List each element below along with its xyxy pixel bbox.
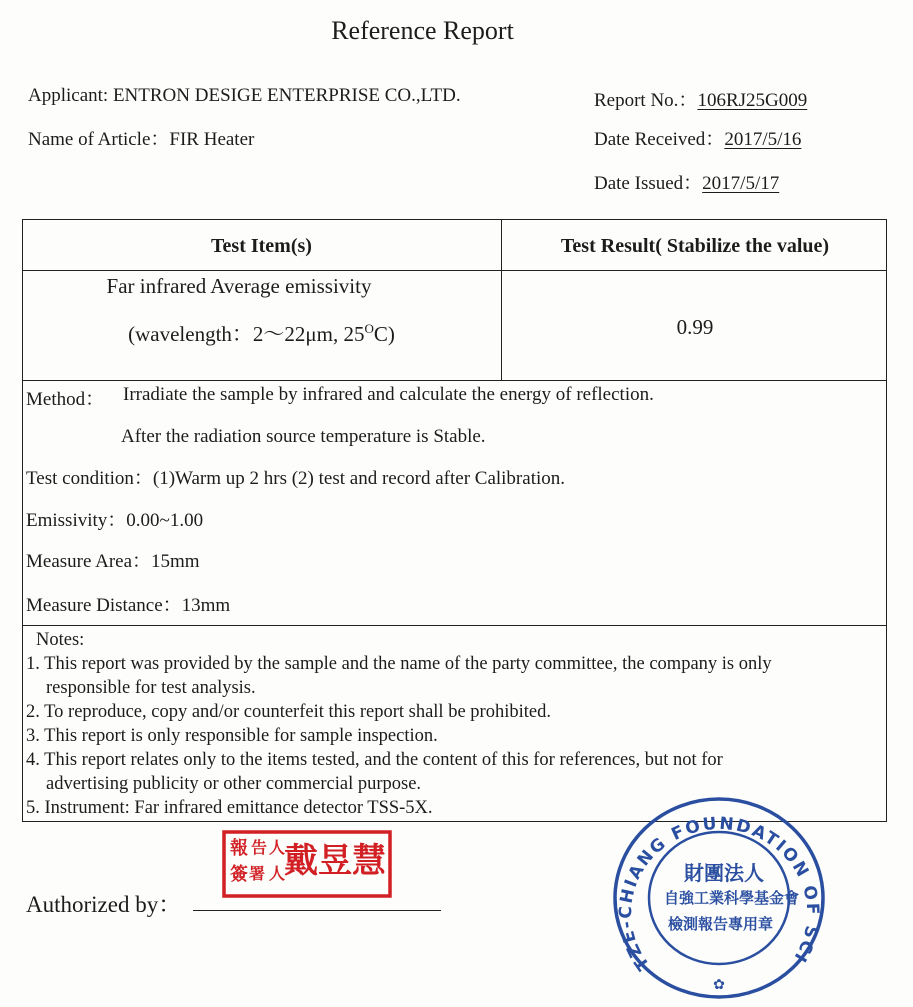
date-received-value: 2017/5/16 [724, 129, 802, 150]
note-3: 3. This report is only responsible for sample inspection. [26, 726, 438, 746]
applicant: Applicant: ENTRON DESIGE ENTERPRISE CO.,LTD. [28, 85, 461, 106]
table-result-divider [22, 380, 887, 381]
emissivity-range: Emissivity：0.00~1.00 [26, 510, 204, 531]
svg-text:TZE-CHIANG FOUNDATION OF SCIEN: TZE-CHIANG FOUNDATION OF SCI [616, 813, 823, 974]
notes-heading: Notes: [36, 630, 85, 650]
test-item-header: Test Item(s) [211, 235, 312, 257]
table-header-divider [22, 270, 887, 271]
table-column-divider [501, 219, 502, 380]
test-result-header: Test Result( Stabilize the value) [560, 235, 830, 257]
article-name [28, 124, 254, 151]
note-5: 5. Instrument: Far infrared emittance detector TSS-5X. [26, 798, 433, 818]
degree-superscript: O [364, 321, 374, 336]
report-no [594, 85, 807, 112]
note-4-continued: advertising publicity or other commercial purpose. [46, 774, 422, 794]
svg-text:✿: ✿ [713, 978, 725, 993]
article-value: FIR Heater [169, 129, 255, 150]
wavelength-text: (wavelength：2～22μm, 25 [128, 322, 365, 346]
test-result-value: 0.99 [676, 315, 714, 339]
authorized-label: Authorized by： [26, 892, 182, 917]
test-condition: Test condition：(1)Warm up 2 hrs (2) test and record after Calibration. [26, 468, 566, 489]
date-issued-value: 2017/5/17 [702, 173, 780, 194]
method-line-1: Irradiate the sample by infrared and calculate the energy of reflection. [123, 384, 654, 405]
report-title: Reference Report [331, 16, 514, 45]
test-item-name: Far infrared Average emissivity [106, 274, 372, 298]
measure-distance: Measure Distance：13mm [26, 595, 231, 616]
note-1: 1. This report was provided by the sample and the name of the party committee, the company is only [26, 654, 772, 674]
report-no-value: 106RJ25G009 [697, 90, 808, 111]
signatory-stamp: 報 簽 告 署 人 人 戴昱慧 [222, 830, 392, 898]
measure-area: Measure Area：15mm [26, 551, 200, 572]
method-notes-divider [22, 625, 887, 626]
note-2: 2. To reproduce, copy and/or counterfeit this report shall be prohibited. [26, 702, 551, 722]
date-issued-label: Date Issued： [594, 173, 703, 194]
test-item-conditions [22, 318, 501, 348]
article-label: Name of Article： [28, 129, 170, 150]
foundation-seal: TZE-CHIANG FOUNDATION OF SCI ✿ 財團法人 自強工業科學基金會 檢測報告專用章 [610, 795, 828, 1001]
signature-line [193, 910, 441, 911]
date-received [594, 124, 801, 151]
report-no-label: Report No.： [594, 90, 698, 111]
date-issued [594, 168, 779, 195]
method-line-2: After the radiation source temperature is Stable. [121, 426, 486, 447]
note-4: 4. This report relates only to the items tested, and the content of this for references, but not for [26, 750, 723, 770]
date-received-label: Date Received： [594, 129, 725, 150]
unit-celsius: C) [373, 322, 395, 346]
note-1-continued: responsible for test analysis. [46, 678, 256, 698]
method-label: Method： [26, 389, 105, 410]
